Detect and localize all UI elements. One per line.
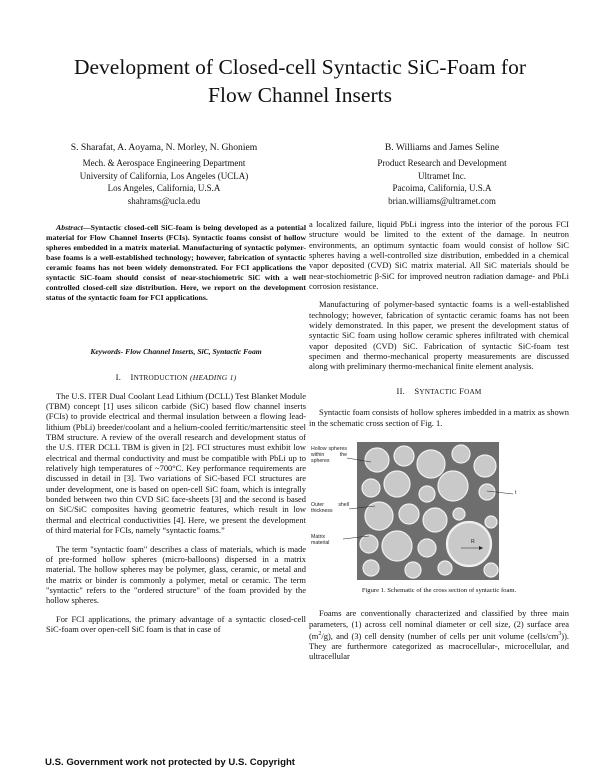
hollow-sphere <box>399 504 419 524</box>
section-title-rest: NTRODUCTION <box>133 374 188 383</box>
author-affiliation: Mech. & Aerospace Engineering Department <box>82 158 246 169</box>
hollow-sphere <box>360 535 378 553</box>
hollow-sphere <box>479 484 495 500</box>
superscript: 2 <box>318 630 322 637</box>
author-email: shahrams@ucla.edu <box>127 195 201 206</box>
hollow-sphere <box>474 455 496 477</box>
hollow-sphere <box>485 516 497 528</box>
figure-label-t: t <box>515 489 517 496</box>
hollow-sphere <box>447 522 491 566</box>
author-block-ultramet <box>322 142 562 207</box>
paragraph-text: )). They are furthermore categorized as macrocellular-, microcellular, and ultracellular <box>309 630 569 662</box>
section-number: I. <box>115 372 122 383</box>
title-line-1: Development of Closed-cell Syntactic SiC-Foam for <box>73 55 526 79</box>
hollow-sphere <box>453 508 465 520</box>
figure-label-thickness: Outer shell thickness <box>311 501 349 514</box>
hollow-sphere <box>419 486 435 502</box>
abstract-label: Abstract <box>56 223 83 232</box>
section-title-rest: OAM <box>464 387 482 396</box>
paragraph: The term "syntactic foam" describes a class of materials, which is made of pre-formed hollow spheres (micro-balloons) dispersed in a matrix material. The hollow spheres may be polymer, glass, ceramic, or metal and the matrix or binder is commonly a polymer, metal or ceramic. The term "syntactic" refers to the "ordered structure" of the foam provided by the hollow spheres. <box>46 543 306 606</box>
section-title-initial: F <box>459 385 465 396</box>
abstract <box>46 223 306 303</box>
superscript: 3 <box>558 630 562 637</box>
author-block-ucla <box>44 142 284 207</box>
hollow-sphere <box>452 445 470 463</box>
section-title-rest: YNTACTIC <box>419 387 457 396</box>
figure-1 <box>309 436 569 582</box>
right-column <box>309 219 569 670</box>
paragraph-text: Foams are conventionally characterized and classified by three main parameters, (1) across cell nominal diameter or cell size, (2) surface area (m <box>309 608 569 641</box>
abstract-text: —Syntactic closed-cell SiC-foam is being developed as a potential material for Flow Channel Inserts (FCIs). Syntactic foams consist of hollow spheres embedded in a matrix material. Manufacturing of syntactic polymer-base foams is a well-established technology; however, fabrication of syntactic ceramic foams has not been widely demonstrated. For FCI applications the syntactic SiC-foam should consist of near-stochiometric SiC with a well controlled closed-cell size distribution. Here, we report on the development status of the syntactic foam for FCI applications. <box>46 223 306 302</box>
section-number: II. <box>396 385 405 396</box>
hollow-sphere <box>417 450 445 478</box>
paragraph: The U.S. ITER Dual Coolant Lead Lithium (DCLL) Test Blanket Module (TBM) concept [1] uses silicon carbide (SiC) based flow channel inserts (FCIs) to provide electrical and thermal insulation between a flowing lead-lithium (PbLi) breeder/coolant and a helium-cooled ferritic/martensitic steel TBM structure. A review of the overall research and development status of the U.S. ITER DCLL TBM is given in [2]. FCI structures must exhibit low electrical and thermal conductivity and must be compatible with PbLi up to relatively high temperatures of ~700°C. Key performance requirements are discussed in detail in [3]. Two variations of SiC-based FCI structures are under development, one is based on open-cell SiC foam, which is integrally bonded between two thin CVD SiC face-sheets [3] and the second is based on SiC/SiC composites having geometric features, which result in low thermal and electrical conductivities [4]. Here, we present the development of third material for FCIs, namely “syntactic foams.” <box>46 390 306 536</box>
title-line-2: Flow Channel Inserts <box>208 83 392 107</box>
paragraph-text: /g), and (3) cell density (number of cells per unit volume (cells/cm <box>321 630 559 641</box>
author-affiliation: Ultramet Inc. <box>418 170 466 181</box>
paragraph: a localized failure, liquid PbLi ingress into the interior of the porous FCI structure would be limited to the extent of the damage. In neutron environments, an optimum syntactic foam would consist of hollow SiC spheres having a well-controlled size distribution, embedded in a chemical vapor deposited (CVD) SiC matrix material. All SiC materials should be near-stochiometric β-SiC for improved neutron radiation damage- and PbLi corrosion resistance. <box>309 219 569 292</box>
hollow-sphere <box>365 448 389 472</box>
figure-label-r: R <box>471 538 475 545</box>
section-heading-introduction <box>46 372 306 383</box>
paragraph: Syntactic foam consists of hollow spheres imbedded in a matrix as shown in the schematic cross section of Fig. 1. <box>309 407 569 428</box>
hollow-sphere <box>365 502 393 530</box>
section-heading-syntactic-foam <box>309 386 569 397</box>
hollow-sphere <box>363 560 379 576</box>
author-email: brian.williams@ultramet.com <box>388 195 496 206</box>
author-affiliation: Product Research and Development <box>377 158 507 169</box>
author-names: B. Williams and James Seline <box>384 142 500 153</box>
hollow-sphere <box>405 562 421 578</box>
author-affiliation: Pacoima, California, U.S.A <box>392 183 492 194</box>
hollow-sphere <box>384 471 410 497</box>
hollow-sphere <box>423 508 447 532</box>
hollow-sphere <box>362 479 380 497</box>
hollow-sphere <box>382 531 412 561</box>
figure-caption: Figure 1. Schematic of the cross section of syntactic foam. <box>361 586 517 594</box>
heading-hint: (HEADING 1) <box>190 373 237 383</box>
left-column <box>46 223 306 642</box>
section-title-initial: S <box>414 385 420 396</box>
author-names: S. Sharafat, A. Aoyama, N. Morley, N. Ghoniem <box>70 142 258 153</box>
paper-title <box>30 53 570 109</box>
keywords: Keywords- Flow Channel Inserts, SiC, Syntactic Foam <box>90 347 262 356</box>
hollow-sphere <box>394 446 414 466</box>
section-title-initial: I <box>130 372 134 383</box>
author-affiliation: University of California, Los Angeles (UCLA) <box>79 170 249 181</box>
paragraph <box>309 608 569 662</box>
hollow-sphere <box>438 471 468 501</box>
author-affiliation: Los Angeles, California, U.S.A <box>107 183 221 194</box>
hollow-sphere <box>484 563 498 577</box>
hollow-sphere <box>418 539 436 557</box>
figure-label-spheres: Hollow spheres within the spheres <box>311 445 347 464</box>
hollow-sphere <box>438 561 452 575</box>
figure-label-matrix: Matrix material <box>311 533 330 546</box>
paragraph: Manufacturing of polymer-based syntactic foams is a well-established technology; however, fabrication of syntactic ceramic foams has not been widely demonstrated. In this paper, we present the development status of syntactic SiC foam using hollow ceramic spheres infiltrated with chemical vapor deposited (CVD) SiC. Fabrication of syntactic SiC-foam test specimen and thermo-mechanical property measurements are discussed along with preliminary thermo-mechanical finite element analysis. <box>309 299 569 372</box>
copyright-footer: U.S. Government work not protected by U.S. Copyright <box>45 757 295 768</box>
paragraph: For FCI applications, the primary advantage of a syntactic closed-cell SiC-foam over open-cell SiC foam is that in case of <box>46 613 306 634</box>
